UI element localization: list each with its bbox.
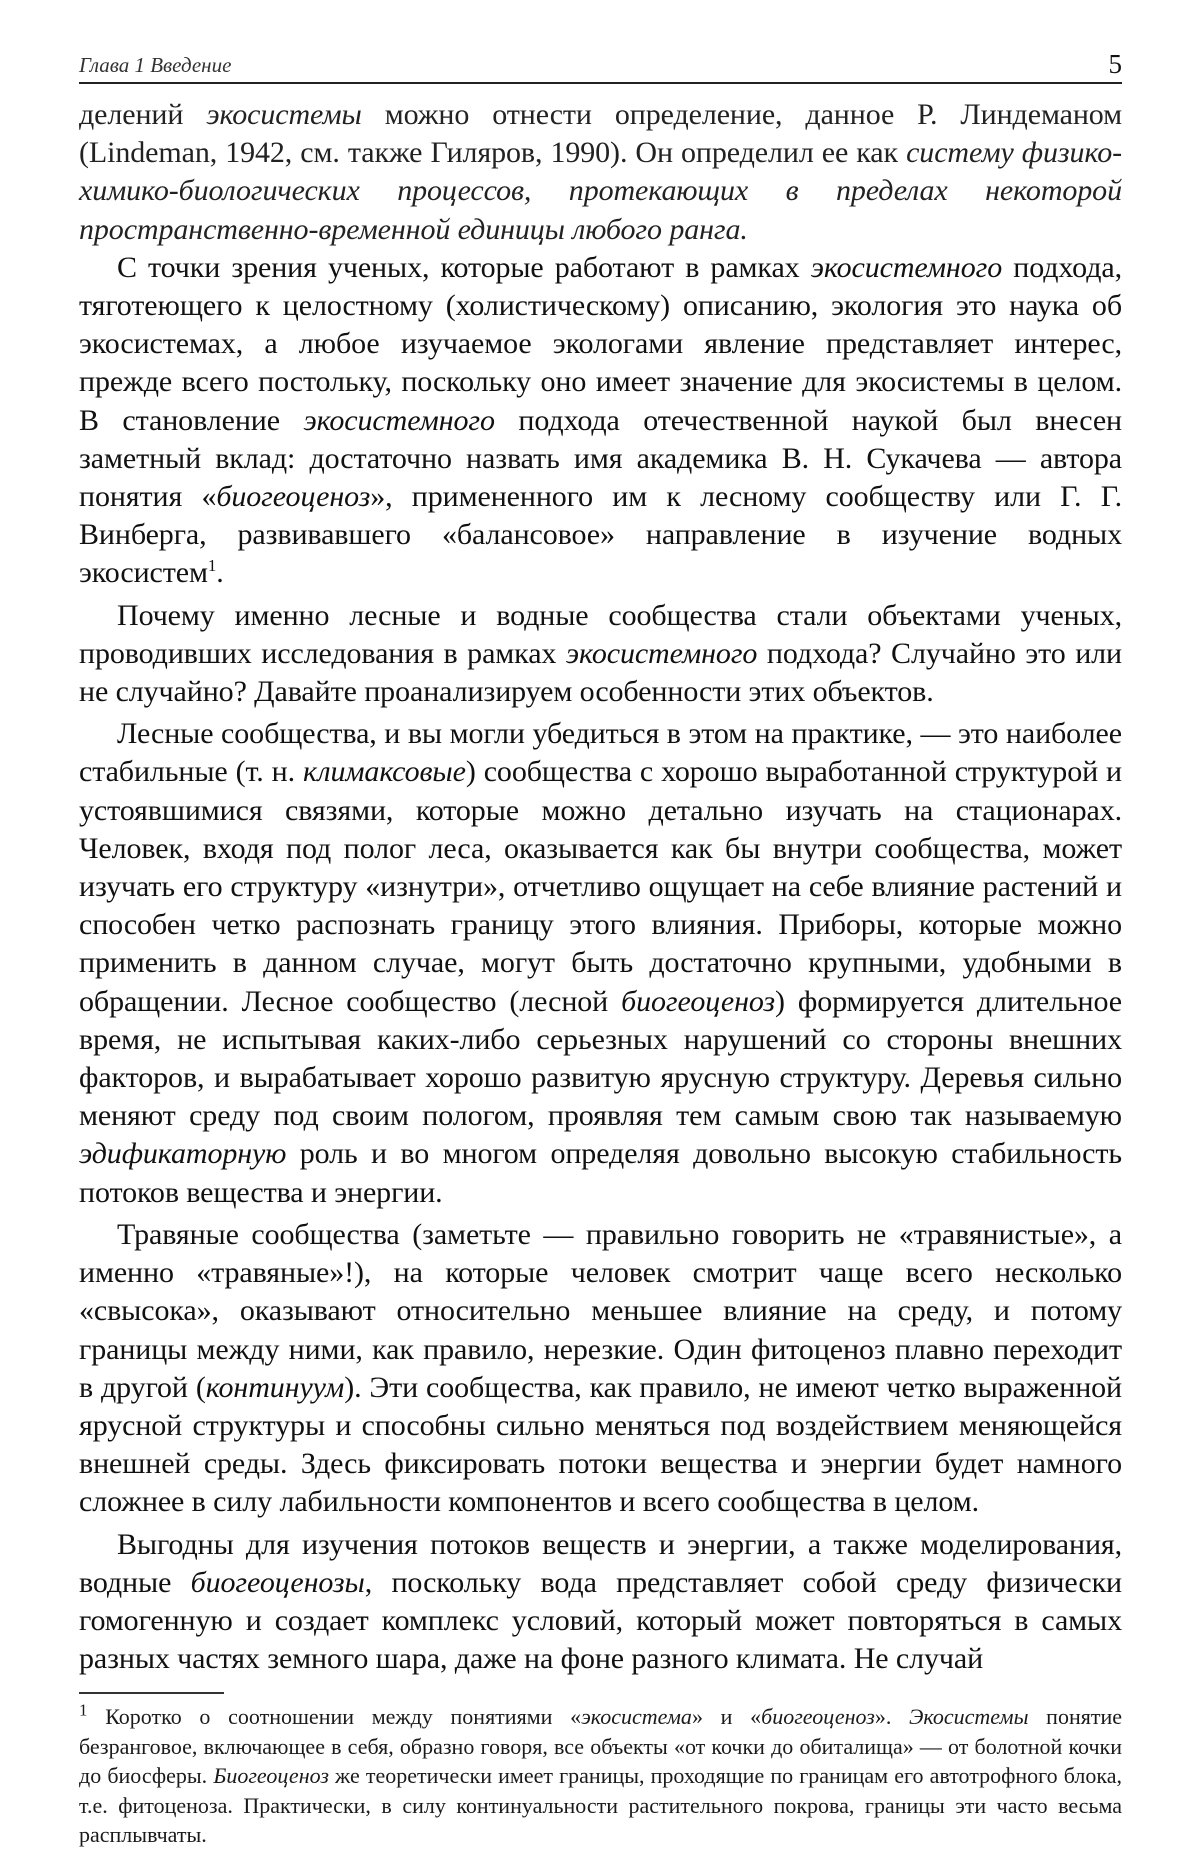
text-run: ». [875, 1704, 909, 1729]
footnote-mark: 1 [79, 1701, 88, 1720]
italic-term: Биогеоценоз [213, 1763, 329, 1788]
text-run: ) сообщества с хорошо выработанной структурой и устоявшимися связями, которые можно детально изучать на стационарах. Человек, входя под полог леса, оказывается как бы внутри сообщества, может изучать его структуру «изнутри», отчетливо ощущает на себе влияние растений и способен четко распознать границу этого влияния. Приборы, которые можно применить в данном случае, могут быть достаточно крупными, удобными в обращении. Лесное сообщество (лесной [79, 755, 1122, 1017]
text-run: , поскольку вода представляет собой среду физически гомогенную и создает комплекс условий, который может повторяться в самых разных частях земного шара, даже на фоне разного климата. Не случай [79, 1566, 1122, 1675]
chapter-label: Глава 1 [79, 53, 145, 77]
italic-term: биогеоценозы [191, 1566, 365, 1599]
italic-term: экосистемного [566, 637, 757, 670]
paragraph-why-forest-water [79, 597, 1122, 712]
paragraph-lindeman-definition [79, 96, 1122, 249]
italic-term: биогеоценоз [216, 480, 370, 513]
text-run: », примененного им к лесному сообществу или Г. Г. Винберга, развивавшего «балансовое» направление в изучение водных экосистем [79, 480, 1122, 589]
italic-definition: систему физико-химико-биологических процессов, протекающих в пределах некоторой пространственно-временной единицы любого ранга. [79, 136, 1122, 245]
text-run: Травяные сообщества (заметьте — правильно говорить не «травянистые», а именно «травяные»!), на которые человек смотрит чаще всего несколько «свысока», оказывают относительно меньшее влияние на среду, и потому границы между ними, как правило, нерезкие. Один фитоценоз плавно переходит в другой ( [79, 1218, 1122, 1404]
footnote-reference[interactable]: 1 [208, 556, 216, 575]
italic-term: климаксовые [303, 755, 466, 788]
text-run: же теоретически имеет границы, проходящие по границам его автотрофного блока, т.е. фитоценоза. Практически, в силу континуальности растительного покрова, границы эти часто весьма расплывчаты. [79, 1763, 1122, 1847]
italic-term: экосистемы [206, 98, 361, 131]
text-run: подхода отечественной наукой был внесен заметный вклад: достаточно назвать имя академика В. Н. Сукачева — автора понятия « [79, 404, 1122, 513]
italic-term: экосистема [581, 1704, 692, 1729]
text-run: С точки зрения ученых, которые работают в рамках [117, 251, 811, 284]
text-run: . [216, 556, 223, 589]
italic-term: биогеоценоз [621, 985, 775, 1018]
paragraph-ecosystem-approach [79, 249, 1122, 593]
italic-term: эдификаторную [79, 1137, 286, 1170]
text-run: » и « [692, 1704, 761, 1729]
text-run: подхода, тяготеющего к целостному (холистическому) описанию, экология это наука об экосистемах, а любое изучаемое экологами явление представляет интерес, прежде всего постольку, поскольку оно имеет значение для экосистемы в целом. В становление [79, 251, 1122, 437]
italic-term: экосистемного [303, 404, 494, 437]
text-run: Почему именно лесные и водные сообщества стали объектами ученых, проводивших исследования в рамках [79, 599, 1122, 670]
footnote-divider [79, 1692, 224, 1694]
text-run: подхода? Случайно это или не случайно? Давайте проанализируем особенности этих объектов. [79, 637, 1122, 708]
paragraph-water-communities [79, 1526, 1122, 1679]
text-run: ). Эти сообщества, как правило, не имеют четко выраженной ярусной структуры и способны сильно меняться под воздействием меняющейся внешней среды. Здесь фиксировать потоки вещества и энергии будет намного сложнее в силу лабильности компонентов и всего сообщества в целом. [79, 1371, 1122, 1519]
paragraph-grass-communities [79, 1216, 1122, 1522]
text-run: Лесные сообщества, и вы могли убедиться в этом на практике, — это наиболее стабильные (т. н. [79, 717, 1122, 788]
paragraph-forest-communities [79, 715, 1122, 1212]
footnote-text [79, 1702, 1122, 1850]
text-run: Коротко о соотношении между понятиями « [88, 1704, 582, 1729]
book-page [79, 48, 1122, 1850]
main-text [79, 96, 1122, 1678]
italic-term: континуум [206, 1371, 344, 1404]
running-header [79, 48, 1122, 84]
italic-term: Экосистемы [909, 1704, 1028, 1729]
text-run: можно отнести определение, данное Р. Линдеманом (Lindeman, 1942, см. также Гиляров, 1990). Он определил ее как [79, 98, 1122, 169]
text-run: ) формируется длительное время, не испытывая каких-либо серьезных нарушений со стороны внешних факторов, и вырабатывает хорошо развитую ярусную структуру. Деревья сильно меняют среду под своим пологом, проявляя тем самым свою так называемую [79, 985, 1122, 1133]
italic-term: биогеоценоз [761, 1704, 875, 1729]
text-run: Выгодны для изучения потоков веществ и энергии, а также моделирования, водные [79, 1528, 1122, 1599]
footnote [79, 1702, 1122, 1850]
text-run: делений [79, 98, 206, 131]
page-number: 5 [1109, 49, 1123, 80]
text-run: роль и во многом определяя довольно высокую стабильность потоков вещества и энергии. [79, 1137, 1122, 1208]
chapter-heading [79, 53, 231, 78]
italic-term: экосистемного [811, 251, 1002, 284]
chapter-title: Введение [150, 53, 231, 77]
text-run: понятие безранговое, включающее в себя, образно говоря, все объекты «от кочки до обиталища» — от болотной кочки до биосферы. [79, 1704, 1122, 1788]
